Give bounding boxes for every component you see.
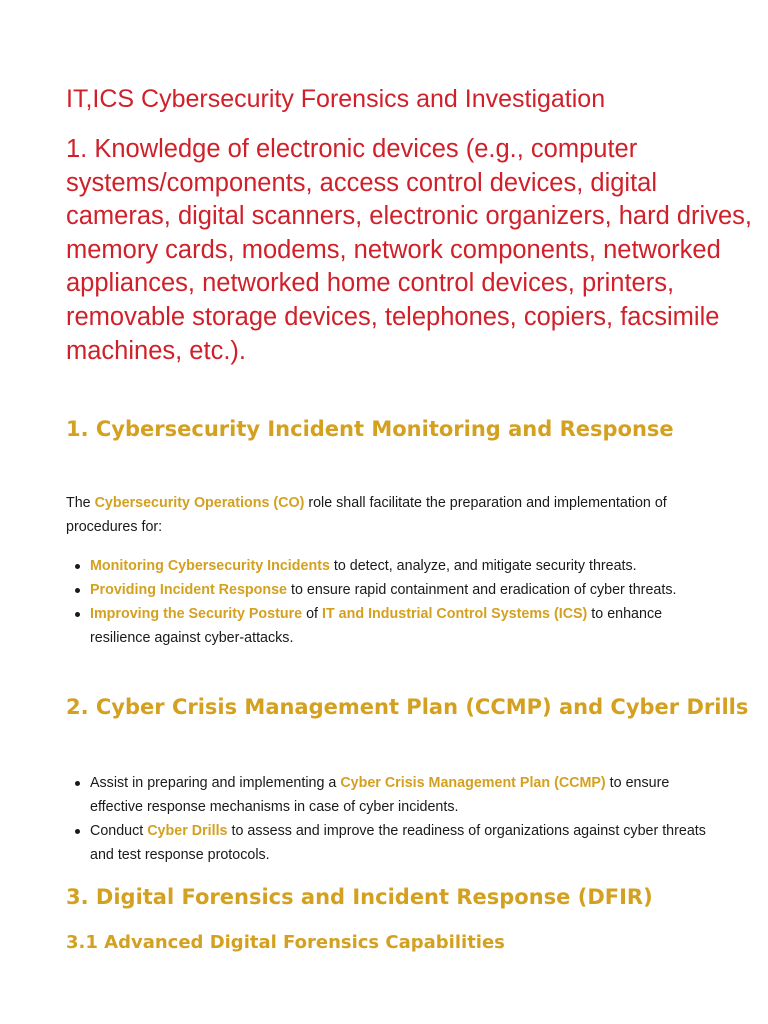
knowledge-heading: 1. Knowledge of electronic devices (e.g., computer systems/components, access control devices, digital cameras, digital scanners, electronic organizers, hard drives, memory cards, modems, network components, networked appliances, networked home control devices, printers, removable storage devices, telephones, copiers, facsimile machines, etc.). [66,135,752,365]
bullet-text: to ensure effective response mechanisms in case of cyber incidents. [90,775,670,815]
bullet-highlight: Monitoring Cybersecurity Incidents [90,558,330,574]
bullet-text: to detect, analyze, and mitigate security threats. [329,558,637,574]
list-item [66,819,716,867]
bullet-mid: of [302,606,322,622]
section2-heading: 2. Cyber Crisis Management Plan (CCMP) and Cyber Drills [66,695,749,719]
bullet-text: to enhance resilience against cyber-attacks. [90,606,663,646]
intro-highlight: Cybersecurity Operations (CO) [94,495,305,511]
bullet-highlight: Providing Incident Response [90,582,288,598]
bullet-highlight-2: IT and Industrial Control Systems (ICS) [322,606,588,622]
bullet-icon [75,829,80,834]
intro-suffix: role shall facilitate the preparation and implementation of procedures for: [66,495,667,535]
list-item [66,578,716,602]
section1-bullet-list [66,554,716,650]
bullet-icon [75,612,80,617]
bullet-highlight: Cyber Crisis Management Plan (CCMP) [340,775,606,791]
section1-heading: 1. Cybersecurity Incident Monitoring and Response [66,417,674,441]
list-item [66,602,716,650]
bullet-icon [75,588,80,593]
bullet-text: to ensure rapid containment and eradication of cyber threats. [287,582,677,598]
intro-prefix: The [66,495,95,511]
bullet-prefix: Assist in preparing and implementing a [90,775,341,791]
section1-intro [66,491,716,539]
bullet-icon [75,564,80,569]
section2-bullet-list [66,771,716,867]
document-title: IT,ICS Cybersecurity Forensics and Investigation [66,85,606,113]
bullet-highlight: Improving the Security Posture [90,606,303,622]
section3-heading: 3. Digital Forensics and Incident Response (DFIR) [66,885,653,909]
bullet-prefix: Conduct [90,823,148,839]
bullet-highlight: Cyber Drills [147,823,228,839]
list-item [66,771,716,819]
section3-subheading: 3.1 Advanced Digital Forensics Capabilities [66,932,505,953]
list-item [66,554,716,578]
bullet-icon [75,781,80,786]
bullet-text: to assess and improve the readiness of organizations against cyber threats and test response protocols. [90,823,706,863]
